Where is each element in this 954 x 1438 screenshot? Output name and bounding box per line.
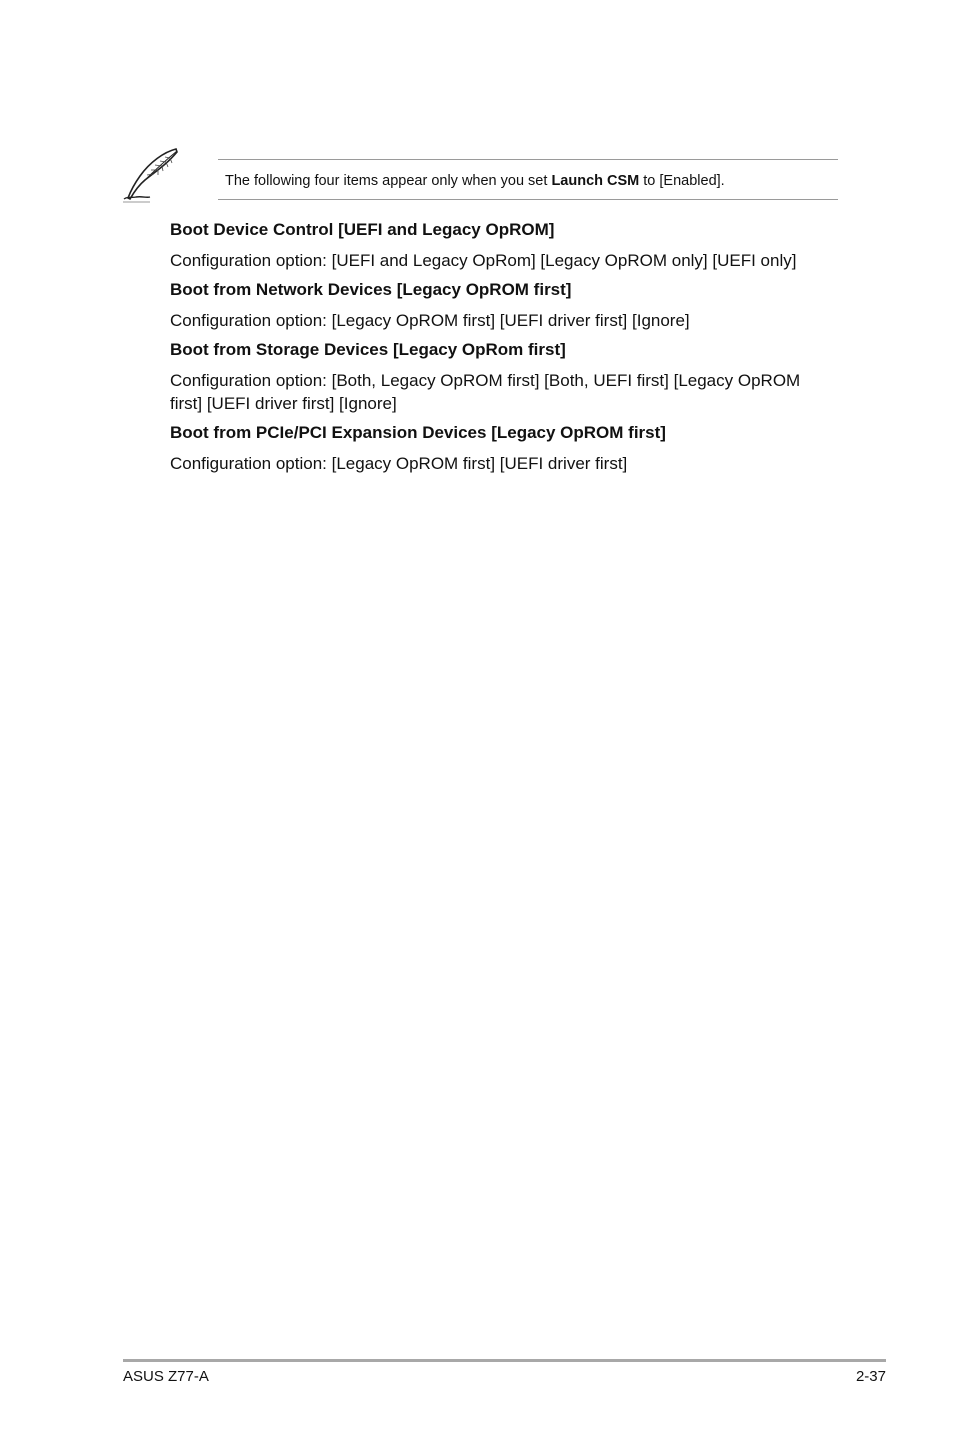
note-text <box>225 172 725 190</box>
item-heading-boot-storage-devices: Boot from Storage Devices [Legacy OpRom first] <box>170 340 566 359</box>
note-bottom-rule <box>218 199 838 200</box>
item-heading-boot-network-devices: Boot from Network Devices [Legacy OpROM first] <box>170 280 572 299</box>
item-config-boot-pcie-devices: Configuration option: [Legacy OpROM first] [UEFI driver first] <box>170 454 628 473</box>
footer-rule <box>123 1359 886 1362</box>
note-text-before: The following four items appear only when you set <box>225 173 552 189</box>
note-feather-icon <box>120 146 182 204</box>
item-config-boot-network-devices: Configuration option: [Legacy OpROM first] [UEFI driver first] [Ignore] <box>170 311 690 330</box>
item-config-boot-device-control: Configuration option: [UEFI and Legacy OpRom] [Legacy OpROM only] [UEFI only] <box>170 251 797 270</box>
note-text-after: to [Enabled]. <box>639 173 725 189</box>
footer-product-name: ASUS Z77-A <box>123 1368 209 1385</box>
item-heading-boot-device-control: Boot Device Control [UEFI and Legacy OpROM] <box>170 220 555 239</box>
item-config-boot-storage-devices: Configuration option: [Both, Legacy OpROM first] [Both, UEFI first] [Legacy OpROM first] [UEFI driver first] [Ignore] <box>170 371 801 413</box>
bios-items-list <box>170 219 830 482</box>
item-heading-boot-pcie-devices: Boot from PCIe/PCI Expansion Devices [Legacy OpROM first] <box>170 423 666 442</box>
note-top-rule <box>218 159 838 160</box>
note-text-bold: Launch CSM <box>551 173 640 189</box>
footer-page-number: 2-37 <box>855 1368 886 1385</box>
